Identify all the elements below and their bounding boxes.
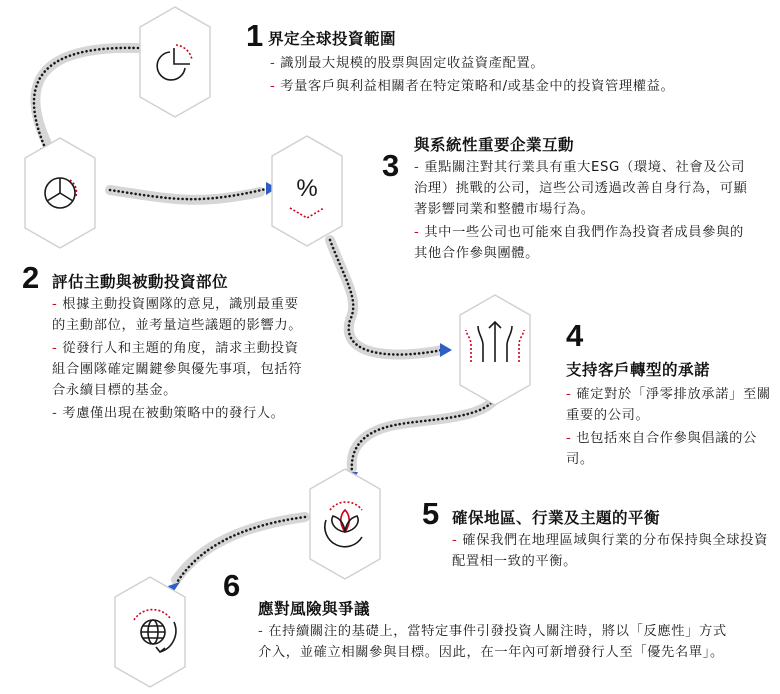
step-2-bullet-1: - 根據主動投資團隊的意見，識別最重要的主動部位，並考量這些議題的影響力。 — [52, 297, 303, 333]
connector-1-2 — [35, 48, 138, 150]
step-5-bullets — [452, 530, 770, 574]
step-1-bullet-2: - 考量客戶與利益相關者在特定策略和/或基金中的投資管理權益。 — [270, 79, 675, 94]
connector-4-5 — [352, 388, 498, 468]
step-3-title: 與系統性重要企業互動 — [414, 136, 575, 154]
step-3-number: 3 — [382, 148, 400, 183]
step-4-bullet-2: - 也包括來自合作參與倡議的公司。 — [566, 431, 757, 467]
step-3-bullet-2: - 其中一些公司也可能來自我們作為投資者成員參與的其他合作參與團體。 — [414, 225, 744, 261]
step-4-title: 支持客戶轉型的承諾 — [566, 361, 711, 379]
step-1-number: 1 — [246, 18, 264, 53]
step-5-number: 5 — [422, 496, 440, 531]
step-3-bullets — [414, 157, 754, 266]
svg-text:%: % — [296, 175, 318, 202]
arrowhead-3 — [440, 343, 452, 357]
step-1-bullets — [270, 53, 770, 99]
step-2-bullet-2: - 從發行人和主題的角度，請求主動投資組合團隊確定關鍵參與優先事項，包括符合永續目標的基金。 — [52, 341, 303, 398]
hexagon-1 — [140, 7, 210, 117]
hexagon-5 — [310, 469, 380, 579]
step-6-title: 應對風險與爭議 — [258, 600, 371, 618]
step-6-number: 6 — [223, 568, 241, 603]
step-3-bullet-1: - 重點關注對其行業具有重大ESG（環境、社會及公司治理）挑戰的公司，這些公司透過改善自身行為，可顯著影響同業和整體市場行為。 — [414, 160, 748, 217]
step-2-number: 2 — [22, 260, 40, 295]
step-2-bullet-3: - 考慮僅出現在被動策略中的發行人。 — [52, 406, 285, 421]
step-5-title: 確保地區、行業及主題的平衡 — [452, 509, 661, 527]
step-4-bullet-1: - 確定對於「淨零排放承諾」至關重要的公司。 — [566, 387, 771, 423]
step-6-bullet-1: - 在持續關注的基礎上，當特定事件引發投資人關注時，將以「反應性」方式介入，並確立相關參與目標。因此，在一年內可新增發行人至「優先名單」。 — [258, 624, 727, 660]
step-4-number: 4 — [566, 318, 584, 353]
connector-5-6 — [176, 517, 305, 580]
step-4-bullets — [566, 384, 778, 472]
step-5-bullet-1: - 確保我們在地理區域與行業的分布保持與全球投資配置相一致的平衡。 — [452, 533, 768, 569]
step-1-bullet-1: - 識別最大規模的股票與固定收益資產配置。 — [270, 56, 545, 71]
step-1-title: 界定全球投資範圍 — [268, 30, 397, 48]
step-6-bullets — [258, 621, 738, 665]
step-2-title: 評估主動與被動投資部位 — [52, 273, 229, 291]
step-2-bullets — [52, 294, 306, 426]
